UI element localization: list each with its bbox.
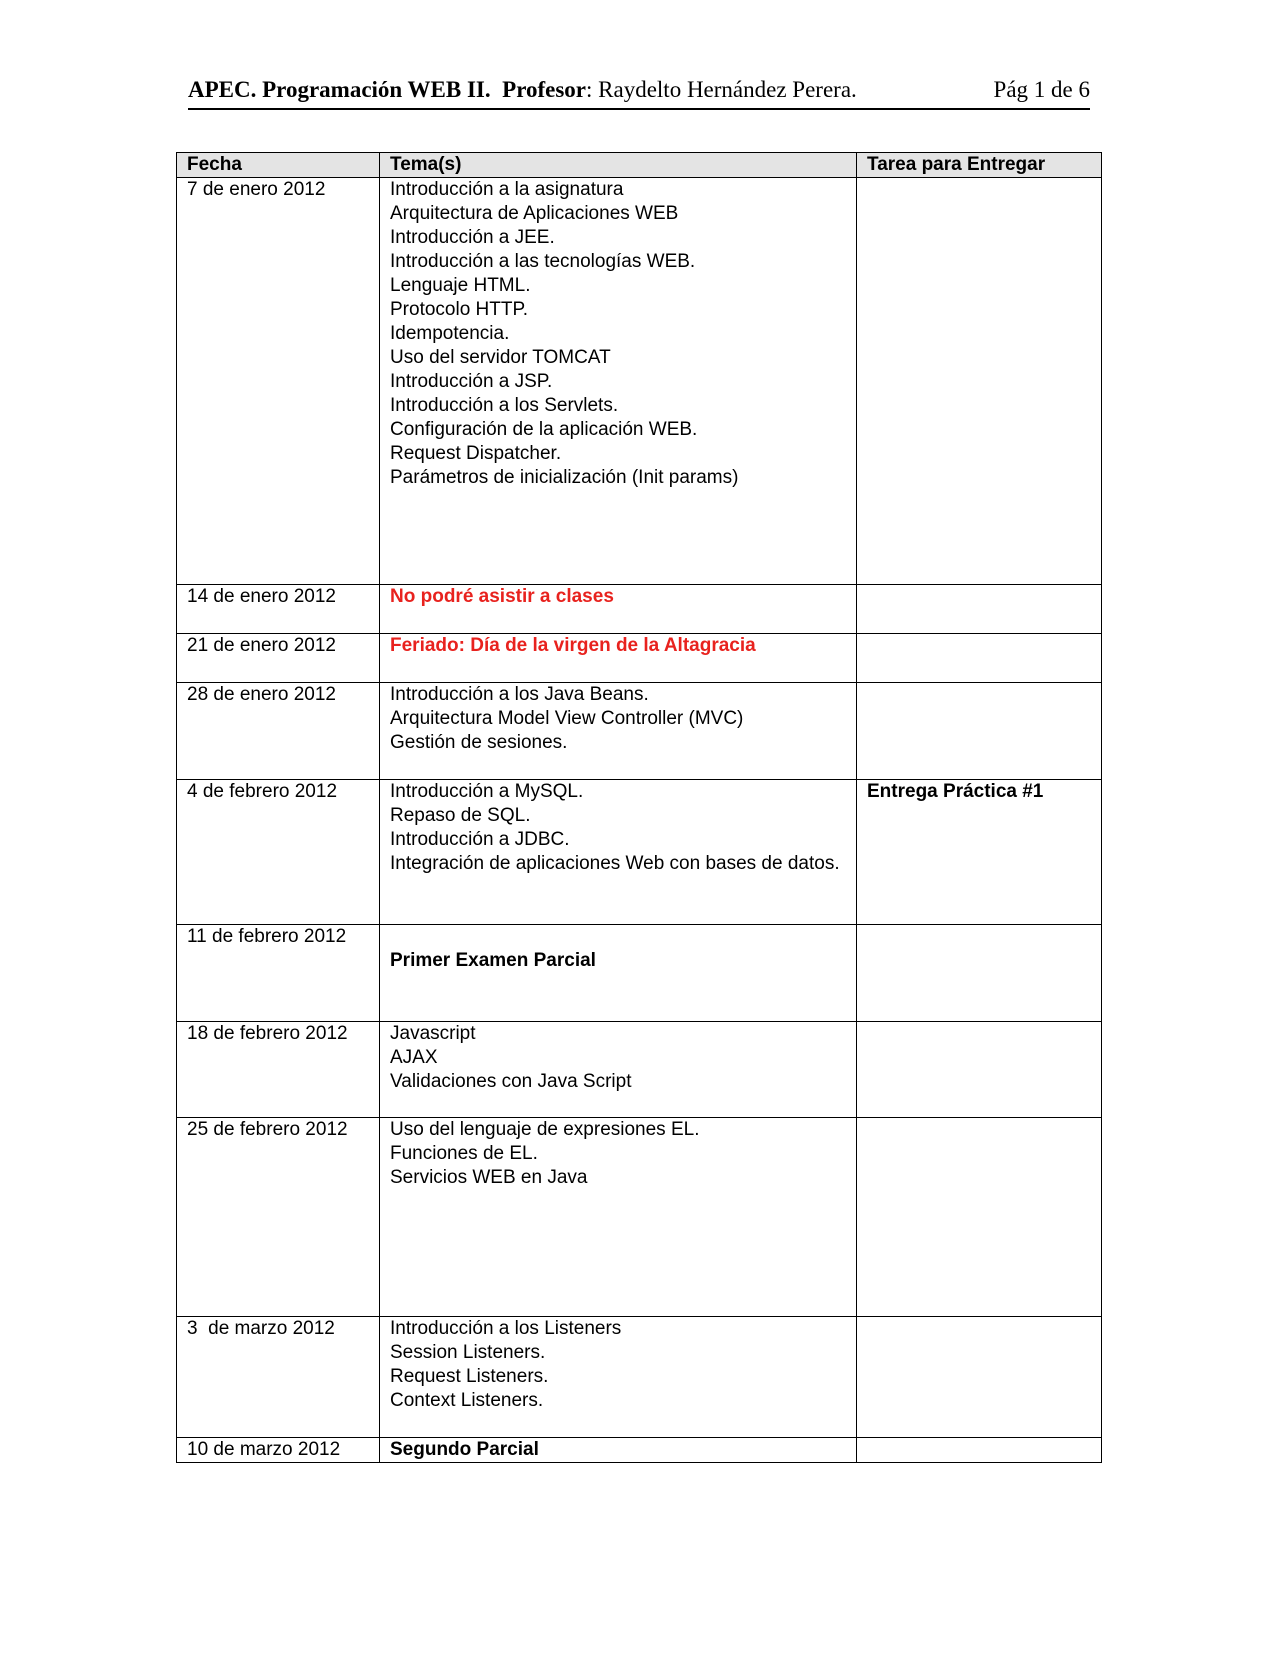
schedule-table — [176, 152, 1102, 1463]
cell-fecha: 25 de febrero 2012 — [177, 1118, 380, 1317]
tema-line: Configuración de la aplicación WEB. — [390, 419, 698, 440]
tema-line: Javascript — [390, 1023, 476, 1044]
tema-line: Introducción a JEE. — [390, 227, 555, 248]
tema-line: Parámetros de inicialización (Init params) — [390, 467, 739, 488]
tema-line: Uso del lenguaje de expresiones EL. — [390, 1119, 700, 1140]
tema-line: Validaciones con Java Script — [390, 1071, 632, 1092]
table-row — [177, 1317, 1102, 1438]
table-row — [177, 178, 1102, 585]
tema-line: AJAX — [390, 1047, 438, 1068]
professor-label: Profesor — [502, 77, 587, 102]
table-header-row — [177, 153, 1102, 178]
tema-line-exam: Segundo Parcial — [390, 1439, 539, 1460]
cell-fecha: 28 de enero 2012 — [177, 683, 380, 780]
cell-temas — [380, 683, 857, 780]
table-row — [177, 683, 1102, 780]
tema-line: Introducción a la asignatura — [390, 179, 624, 200]
table-row — [177, 1118, 1102, 1317]
tema-line: Funciones de EL. — [390, 1143, 538, 1164]
cell-fecha: 7 de enero 2012 — [177, 178, 380, 585]
column-header-tarea: Tarea para Entregar — [857, 153, 1102, 178]
professor-name: : Raydelto Hernández Perera. — [586, 77, 857, 102]
tema-line: Arquitectura Model View Controller (MVC) — [390, 708, 744, 729]
cell-tarea — [857, 178, 1102, 585]
page-header — [188, 72, 1090, 110]
header-title — [188, 72, 857, 108]
table-row — [177, 634, 1102, 683]
table-row — [177, 1438, 1102, 1463]
table-row — [177, 925, 1102, 1022]
cell-temas — [380, 1118, 857, 1317]
cell-temas — [380, 178, 857, 585]
course-title: APEC. Programación WEB II. — [188, 77, 491, 102]
tema-line: Introducción a JSP. — [390, 371, 553, 392]
cell-tarea — [857, 1022, 1102, 1118]
cell-tarea — [857, 1317, 1102, 1438]
tema-line: Request Listeners. — [390, 1366, 549, 1387]
cell-temas — [380, 1317, 857, 1438]
cell-tarea — [857, 585, 1102, 634]
cell-temas — [380, 925, 857, 1022]
tema-line-exam: Primer Examen Parcial — [390, 950, 596, 971]
cell-fecha: 10 de marzo 2012 — [177, 1438, 380, 1463]
tema-line: Integración de aplicaciones Web con bases de datos. — [390, 853, 840, 874]
page-number: Pág 1 de 6 — [993, 77, 1090, 102]
tema-line: Repaso de SQL. — [390, 805, 531, 826]
cell-temas — [380, 1022, 857, 1118]
tema-line: Introducción a JDBC. — [390, 829, 570, 850]
cell-tarea — [857, 683, 1102, 780]
cell-fecha: 11 de febrero 2012 — [177, 925, 380, 1022]
cell-tarea: Entrega Práctica #1 — [857, 780, 1102, 925]
table-row — [177, 585, 1102, 634]
tema-line: Servicios WEB en Java — [390, 1167, 588, 1188]
tema-line-alert: No podré asistir a clases — [390, 586, 614, 607]
tema-line: Uso del servidor TOMCAT — [390, 347, 611, 368]
tema-line: Request Dispatcher. — [390, 443, 562, 464]
tema-line: Introducción a las tecnologías WEB. — [390, 251, 696, 272]
tema-line: Introducción a los Servlets. — [390, 395, 619, 416]
cell-fecha: 21 de enero 2012 — [177, 634, 380, 683]
table-row — [177, 780, 1102, 925]
tema-line: Arquitectura de Aplicaciones WEB — [390, 203, 679, 224]
cell-temas — [380, 585, 857, 634]
tema-line: Lenguaje HTML. — [390, 275, 531, 296]
tema-line: Idempotencia. — [390, 323, 510, 344]
cell-temas — [380, 780, 857, 925]
tema-line: Introducción a MySQL. — [390, 781, 584, 802]
cell-tarea — [857, 1118, 1102, 1317]
cell-fecha: 3 de marzo 2012 — [177, 1317, 380, 1438]
cell-fecha: 18 de febrero 2012 — [177, 1022, 380, 1118]
cell-temas — [380, 634, 857, 683]
tema-line: Session Listeners. — [390, 1342, 546, 1363]
cell-fecha: 4 de febrero 2012 — [177, 780, 380, 925]
tema-line: Introducción a los Java Beans. — [390, 684, 649, 705]
cell-temas — [380, 1438, 857, 1463]
tema-line: Protocolo HTTP. — [390, 299, 528, 320]
cell-tarea — [857, 1438, 1102, 1463]
tema-line: Gestión de sesiones. — [390, 732, 568, 753]
cell-tarea — [857, 634, 1102, 683]
column-header-temas: Tema(s) — [380, 153, 857, 178]
tema-spacer — [390, 925, 846, 949]
cell-tarea — [857, 925, 1102, 1022]
table-row — [177, 1022, 1102, 1118]
tema-line-alert: Feriado: Día de la virgen de la Altagracia — [390, 635, 756, 656]
tema-line: Introducción a los Listeners — [390, 1318, 622, 1339]
column-header-fecha: Fecha — [177, 153, 380, 178]
tema-line: Context Listeners. — [390, 1390, 544, 1411]
cell-fecha: 14 de enero 2012 — [177, 585, 380, 634]
